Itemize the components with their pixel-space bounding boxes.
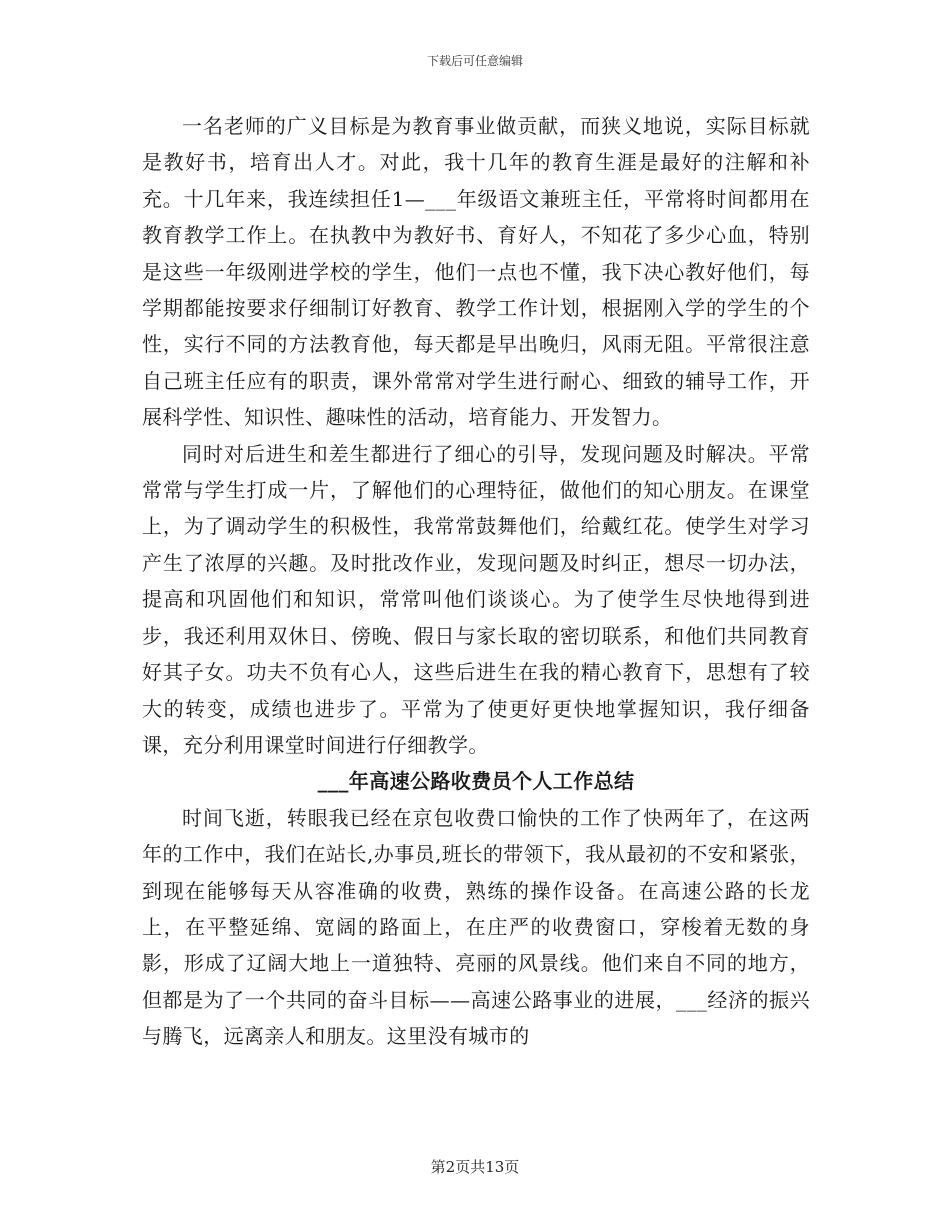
section-title: ___年高速公路收费员个人工作总结 bbox=[317, 769, 635, 794]
paragraph-toll-collector: 时间飞逝，转眼我已经在京包收费口愉快的工作了快两年了，在这两年的工作中，我们在站长,办事员,班长的带领下，我从最初的不安和紧张，到现在能够每天从容准确的收费，熟练的操作设备。在高速公路的长龙上，在平整延绵、宽阔的路面上，在庄严的收费窗口，穿梭着无数的身影，形成了辽阔大地上一道独特、亮丽的风景线。他们来自不同的地方，但都是为了一个共同的奋斗目标——高速公路事业的进展，___经济的振兴与腾飞，远离亲人和朋友。这里没有城市的 bbox=[142, 805, 810, 1049]
document-body bbox=[142, 108, 810, 1055]
paragraph-student-guidance: 同时对后进生和差生都进行了细心的引导，发现问题及时解决。平常常常与学生打成一片，了解他们的心理特征，做他们的知心朋友。在课堂上，为了调动学生的积极性，我常常鼓舞他们，给戴红花。使学生对学习产生了浓厚的兴趣。及时批改作业，发现问题及时纠正，想尽一切办法，提高和巩固他们和知识，常常叫他们谈谈心。为了使学生尽快地得到进步，我还利用双休日、傍晚、假日与家长取的密切联系，和他们共同教育好其子女。功夫不负有心人，这些后进生在我的精心教育下，思想有了较大的转变，成绩也进步了。平常为了使更好更快地掌握知识，我仔细备课，充分利用课堂时间进行仔细教学。 bbox=[142, 441, 810, 757]
page-header-note: 下载后可任意编辑 bbox=[426, 54, 523, 68]
page-footer-number: 第2页共13页 bbox=[430, 1158, 520, 1176]
paragraph-teacher-goals: 一名老师的广义目标是为教育事业做贡献，而狭义地说，实际目标就是教好书，培育出人才。对此，我十几年的教育生涯是最好的注解和补充。十几年来，我连续担任1—___年级语文兼班主任，平常将时间都用在教育教学工作上。在执教中为教好书、育好人，不知花了多少心血，特别是这些一年级刚进学校的学生，他们一点也不懂，我下决心教好他们，每学期都能按要求仔细制订好教育、教学工作计划，根据刚入学的学生的个性，实行不同的方法教育他，每天都是早出晚归，风雨无阻。平常很注意自己班主任应有的职责，课外常常对学生进行耐心、细致的辅导工作，开展科学性、知识性、趣味性的活动，培育能力、开发智力。 bbox=[142, 114, 810, 430]
